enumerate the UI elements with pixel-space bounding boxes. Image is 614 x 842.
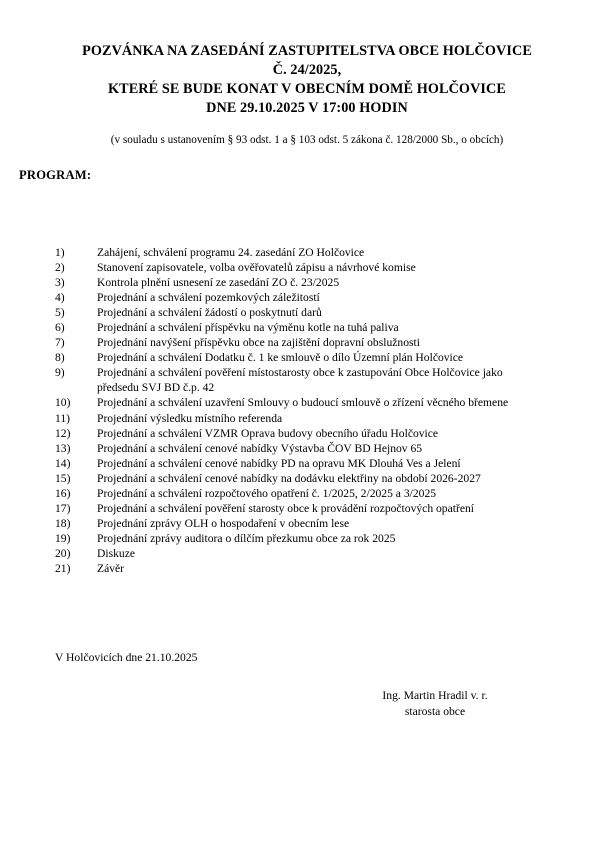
agenda-item-number: 20) — [55, 546, 71, 560]
signature-block — [335, 688, 535, 719]
agenda-item-text — [97, 350, 600, 365]
agenda-item-number: 6) — [55, 321, 65, 335]
agenda-item — [55, 411, 600, 426]
agenda-item-text — [97, 320, 600, 335]
agenda-item — [55, 546, 600, 561]
agenda-item-text-line: Projednání zprávy OLH o hospodaření v obecním lese — [97, 516, 350, 530]
agenda-item-text — [97, 411, 600, 426]
signatory-role: starosta obce — [404, 704, 466, 718]
agenda-item-text — [97, 290, 600, 305]
agenda-item-text — [97, 245, 600, 260]
agenda-item-text-line: Stanovení zapisovatele, volba ověřovatelů zápisu a návrhové komise — [97, 261, 416, 275]
agenda-item — [55, 531, 600, 546]
agenda-item-text-line: Projednání a schválení cenové nabídky Výstavba ČOV BD Hejnov 65 — [97, 441, 423, 455]
agenda-item-number: 5) — [55, 306, 65, 320]
agenda-item — [55, 260, 600, 275]
agenda-item-text-line: Projednání navýšení příspěvku obce na zajištění dopravní obslužnosti — [97, 336, 420, 350]
agenda-item-number: 11) — [55, 411, 71, 425]
agenda-item — [55, 350, 600, 365]
agenda-item-text — [97, 516, 600, 531]
title-line-2: Č. 24/2025, — [272, 62, 342, 78]
agenda-item-text — [97, 305, 600, 320]
agenda-item-text — [97, 561, 600, 576]
agenda-item-number: 17) — [55, 501, 71, 515]
agenda-item-text — [97, 395, 600, 410]
agenda-item — [55, 335, 600, 350]
agenda-item-text-line: Projednání a schválení žádostí o poskytnutí darů — [97, 306, 322, 320]
agenda-item-number: 2) — [55, 261, 65, 275]
agenda-item-text-line: Projednání a schválení rozpočtového opatření č. 1/2025, 2/2025 a 3/2025 — [97, 486, 437, 500]
agenda-item-text-line: Kontrola plnění usnesení ze zasedání ZO č. 23/2025 — [97, 276, 340, 290]
agenda-item-text — [97, 471, 600, 486]
document-title — [0, 42, 614, 118]
agenda-item-text — [97, 531, 600, 546]
agenda-item-text-line: Projednání a schválení pozemkových záležitostí — [97, 291, 320, 305]
agenda-item — [55, 471, 600, 486]
agenda-item-text-line: Projednání a schválení pověření starosty obce k provádění rozpočtových opatření — [97, 501, 474, 515]
agenda-item-text — [97, 260, 600, 275]
agenda-item-text-line: Projednání a schválení uzavření Smlouvy o budoucí smlouvě o zřízení věcného břemene — [97, 396, 509, 410]
agenda-item-number: 3) — [55, 276, 65, 290]
agenda-item — [55, 245, 600, 260]
agenda-item-text — [97, 275, 600, 290]
agenda-item-number: 10) — [55, 396, 71, 410]
agenda-item-text-line: Diskuze — [97, 546, 135, 560]
agenda-item-text-line: Projednání a schválení VZMR Oprava budovy obecního úřadu Holčovice — [97, 426, 439, 440]
agenda-item — [55, 456, 600, 471]
agenda-item — [55, 426, 600, 441]
agenda-item-text-line: Zahájení, schválení programu 24. zasedání ZO Holčovice — [97, 246, 365, 259]
agenda-item-text — [97, 546, 600, 561]
agenda-item-number: 15) — [55, 471, 71, 485]
agenda-item — [55, 395, 600, 410]
agenda-item-text — [97, 426, 600, 441]
agenda-item-number: 8) — [55, 351, 65, 365]
agenda-item-number: 4) — [55, 291, 65, 305]
agenda-list — [55, 245, 600, 576]
agenda-item-number: 19) — [55, 531, 71, 545]
legal-reference-note: (v souladu s ustanovením § 93 odst. 1 a § 103 odst. 5 zákona č. 128/2000 Sb., o obcích) — [110, 134, 504, 146]
agenda-item-text-line: Projednání a schválení pověření místostarosty obce k zastupování Obce Holčovice jako — [97, 366, 503, 380]
agenda-item-text — [97, 486, 600, 501]
agenda-item-number: 16) — [55, 486, 71, 500]
agenda-item-text-line: Projednání a schválení příspěvku na výměnu kotle na tuhá paliva — [97, 321, 399, 335]
title-line-1: POZVÁNKA NA ZASEDÁNÍ ZASTUPITELSTVA OBCE HOLČOVICE — [82, 43, 532, 59]
agenda-item — [55, 441, 600, 456]
agenda-item-text-line: Projednání a schválení cenové nabídky na dodávku elektřiny na období 2026-2027 — [97, 471, 481, 485]
agenda-item — [55, 275, 600, 290]
agenda-item-continuation-line: předsedu SVJ BD č.p. 42 — [97, 381, 215, 395]
agenda-item-number: 13) — [55, 441, 71, 455]
agenda-item-text-line: Projednání a schválení cenové nabídky PD na opravu MK Dlouhá Ves a Jelení — [97, 456, 461, 470]
agenda-item-text — [97, 335, 600, 350]
agenda-item-text-line: Projednání výsledku místního referenda — [97, 411, 283, 425]
agenda-item — [55, 290, 600, 305]
agenda-item-number: 1) — [55, 246, 65, 259]
agenda-item-number: 7) — [55, 336, 65, 350]
title-line-3: KTERÉ SE BUDE KONAT V OBECNÍM DOMĚ HOLČOVICE — [108, 81, 506, 97]
agenda-item-text-line: Závěr — [97, 561, 125, 575]
agenda-item — [55, 305, 600, 320]
agenda-item-number: 9) — [55, 366, 65, 380]
signatory-name: Ing. Martin Hradil v. r. — [382, 689, 488, 702]
agenda-item-text — [97, 456, 600, 471]
agenda-item-number: 14) — [55, 456, 71, 470]
agenda-item — [55, 365, 600, 395]
agenda-item-text — [97, 501, 600, 516]
place-and-date: V Holčovicích dne 21.10.2025 — [55, 651, 198, 664]
agenda-item — [55, 486, 600, 501]
agenda-item — [55, 320, 600, 335]
title-line-4: DNE 29.10.2025 V 17:00 HODIN — [206, 100, 408, 116]
agenda-item-number: 12) — [55, 426, 71, 440]
agenda-item-text — [97, 365, 600, 395]
agenda-item — [55, 561, 600, 576]
agenda-item-number: 18) — [55, 516, 71, 530]
agenda-item — [55, 501, 600, 516]
agenda-item-number: 21) — [55, 561, 71, 575]
agenda-item-text — [97, 441, 600, 456]
agenda-item-text-line: Projednání zprávy auditora o dílčím přezkumu obce za rok 2025 — [97, 531, 396, 545]
agenda-item-text-line: Projednání a schválení Dodatku č. 1 ke smlouvě o dílo Územní plán Holčovice — [97, 351, 464, 365]
program-heading: PROGRAM: — [19, 168, 92, 182]
agenda-item — [55, 516, 600, 531]
